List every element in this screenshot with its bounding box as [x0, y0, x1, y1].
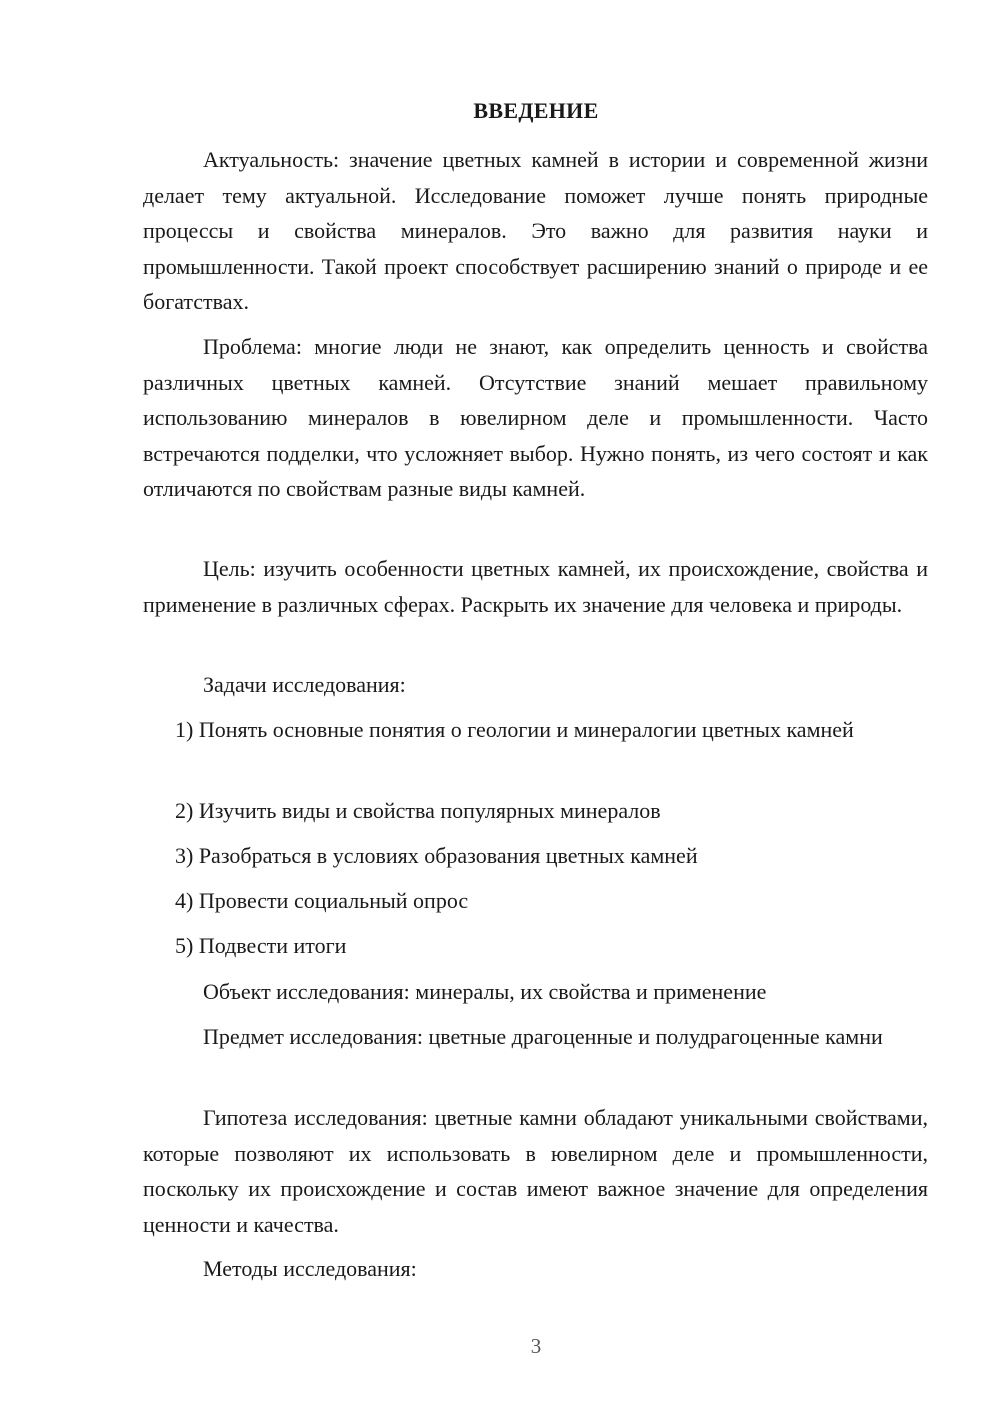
- task-item-4: 4) Провести социальный опрос: [175, 888, 469, 913]
- page-number: 3: [530, 1334, 542, 1358]
- task-item-2: 2) Изучить виды и свойства популярных минералов: [175, 798, 661, 823]
- methods-heading: Методы исследования:: [203, 1256, 417, 1281]
- paragraph-hypothesis: Гипотеза исследования: цветные камни обладают уникальными свойствами, которые позволяют их использовать в ювелирном деле и промышленности, поскольку их происхождение и состав имеют важное значение для определения ценности и качества.: [143, 1105, 928, 1237]
- task-item-3: 3) Разобраться в условиях образования цветных камней: [175, 843, 698, 868]
- paragraph-relevance: Актуальность: значение цветных камней в истории и современной жизни делает тему актуальной. Исследование поможет лучше понять природные процессы и свойства минералов. Это важно для развития науки и промышленности. Такой проект способствует расширению знаний о природе и ее богатствах.: [143, 147, 928, 314]
- paragraph-problem: Проблема: многие люди не знают, как определить ценность и свойства различных цветных камней. Отсутствие знаний мешает правильному использованию минералов в ювелирном деле и промышленности. Часто встречаются подделки, что усложняет выбор. Нужно понять, из чего состоят и как отличаются по свойствам разные виды камней.: [143, 334, 928, 501]
- section-title: ВВЕДЕНИЕ: [473, 98, 599, 123]
- paragraph-goal: Цель: изучить особенности цветных камней, их происхождение, свойства и применение в различных сферах. Раскрыть их значение для человека и природы.: [143, 556, 928, 617]
- tasks-heading: Задачи исследования:: [203, 672, 406, 697]
- paragraph-object: Объект исследования: минералы, их свойства и применение: [203, 979, 767, 1004]
- paragraph-subject: Предмет исследования: цветные драгоценные и полудрагоценные камни: [203, 1024, 883, 1049]
- task-item-1: 1) Понять основные понятия о геологии и минералогии цветных камней: [175, 717, 854, 742]
- task-item-5: 5) Подвести итоги: [175, 933, 347, 958]
